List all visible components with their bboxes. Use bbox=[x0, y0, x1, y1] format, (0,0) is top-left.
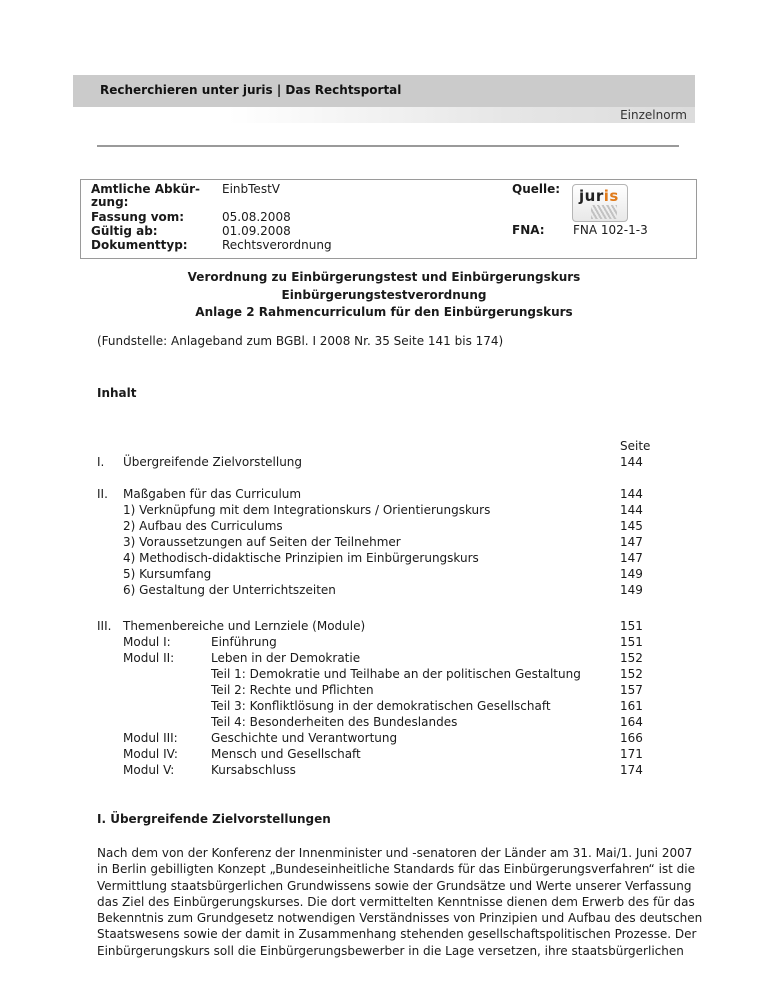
toc-entry-text: Leben in der Demokratie bbox=[211, 651, 361, 665]
toc-page-number: 149 bbox=[620, 583, 643, 597]
toc-module-label: Modul III: bbox=[123, 731, 178, 745]
body-text-line: Staatswesens sowie der damit in Zusammenhang stehenden gesellschaftspolitischen Prozesse. Der bbox=[97, 927, 697, 942]
toc-entry-text: Kursabschluss bbox=[211, 763, 296, 777]
body-text-line: Einbürgerungskurs soll die Einbürgerungsbewerber in die Lage versetzen, ihre staatsbürgerlichen bbox=[97, 943, 684, 958]
toc-page-number: 147 bbox=[620, 535, 643, 549]
toc-entry-text: 3) Voraussetzungen auf Seiten der Teilnehmer bbox=[123, 535, 401, 549]
juris-logo-icon bbox=[572, 184, 628, 222]
toc-entry-text: 5) Kursumfang bbox=[123, 567, 212, 581]
label-dokumenttyp: Dokumenttyp: bbox=[91, 238, 188, 252]
portal-title: Recherchieren unter juris | Das Rechtsportal bbox=[100, 83, 402, 97]
document-type-label: Einzelnorm bbox=[620, 108, 687, 122]
toc-page-number: 164 bbox=[620, 715, 643, 729]
toc-page-number: 152 bbox=[620, 667, 643, 681]
value-fna: FNA 102-1-3 bbox=[573, 223, 648, 237]
toc-entry-text: Teil 3: Konfliktlösung in der demokratischen Gesellschaft bbox=[211, 699, 551, 713]
toc-entry-text: Maßgaben für das Curriculum bbox=[123, 487, 302, 501]
body-text-line: Bekenntnis zum Grundgesetz notwendigen Verständnisses von Prinzipien und Aufbau des deutschen bbox=[97, 911, 703, 926]
toc-entry-text: Mensch und Gesellschaft bbox=[211, 747, 361, 761]
document-title: Verordnung zu Einbürgerungstest und Einbürgerungskurs bbox=[187, 270, 581, 284]
toc-entry-text: Übergreifende Zielvorstellung bbox=[123, 455, 303, 469]
fundstelle: (Fundstelle: Anlageband zum BGBl. I 2008 Nr. 35 Seite 141 bis 174) bbox=[97, 334, 504, 348]
label-quelle: Quelle: bbox=[512, 182, 561, 196]
label-abkuerzung: Amtliche Abkür- zung: bbox=[91, 182, 201, 209]
toc-entry-text: 4) Methodisch-didaktische Prinzipien im Einbürgerungskurs bbox=[123, 551, 479, 565]
body-text-line: Vermittlung staatsbürgerlichen Grundwissens sowie der Grundsätze und Werte unserer Verfassung bbox=[97, 878, 692, 893]
toc-entry-text: 1) Verknüpfung mit dem Integrationskurs / Orientierungskurs bbox=[123, 503, 491, 517]
toc-entry-text: Themenbereiche und Lernziele (Module) bbox=[123, 619, 366, 633]
toc-entry-text: Teil 4: Besonderheiten des Bundeslandes bbox=[211, 715, 458, 729]
toc-entry-text: 2) Aufbau des Curriculums bbox=[123, 519, 283, 533]
toc-page-number: 144 bbox=[620, 455, 643, 469]
toc-page-number: 171 bbox=[620, 747, 643, 761]
toc-page-number: 161 bbox=[620, 699, 643, 713]
toc-entry-text: Geschichte und Verantwortung bbox=[211, 731, 398, 745]
toc-roman-numeral: I. bbox=[97, 455, 105, 469]
portal-header-bar bbox=[73, 75, 695, 107]
body-text-line: in Berlin gebilligten Konzept „Bundeseinheitliche Standards für das Einbürgerungsverfahren“ ist die bbox=[97, 862, 696, 877]
toc-page-number: 149 bbox=[620, 567, 643, 581]
section-body bbox=[97, 845, 703, 959]
toc-module-label: Modul V: bbox=[123, 763, 175, 777]
logo-stripes-icon bbox=[591, 205, 617, 219]
toc-roman-numeral: II. bbox=[97, 487, 108, 501]
document-type-bar bbox=[73, 107, 695, 123]
toc-entry-text: 6) Gestaltung der Unterrichtszeiten bbox=[123, 583, 336, 597]
toc-page-number: 151 bbox=[620, 619, 643, 633]
body-text-line: Nach dem von der Konferenz der Innenminister und -senatoren der Länder am 31. Mai/1. Juni 2007 bbox=[97, 846, 693, 860]
value-gueltig: 01.09.2008 bbox=[222, 224, 291, 238]
value-dokumenttyp: Rechtsverordnung bbox=[222, 238, 332, 252]
document-annex-title: Anlage 2 Rahmencurriculum für den Einbürgerungskurs bbox=[195, 305, 573, 319]
divider bbox=[97, 145, 679, 147]
toc-entry-text: Teil 2: Rechte und Pflichten bbox=[211, 683, 374, 697]
label-fassung: Fassung vom: bbox=[91, 210, 185, 224]
label-gueltig: Gültig ab: bbox=[91, 224, 158, 238]
toc-page-number: 157 bbox=[620, 683, 643, 697]
toc-page-number: 174 bbox=[620, 763, 643, 777]
body-text-line: das Ziel des Einbürgerungskurses. Die dort vermittelten Kenntnisse dienen dem Erwerb des für das bbox=[97, 894, 695, 909]
toc-page-number: 144 bbox=[620, 503, 643, 517]
value-fassung: 05.08.2008 bbox=[222, 210, 291, 224]
section-heading: I. Übergreifende Zielvorstellungen bbox=[97, 812, 331, 826]
toc-page-number: 144 bbox=[620, 487, 643, 501]
toc-page-number: 151 bbox=[620, 635, 643, 649]
label-fna: FNA: bbox=[512, 223, 545, 237]
toc-module-label: Modul I: bbox=[123, 635, 171, 649]
toc-page-number: 145 bbox=[620, 519, 643, 533]
toc-page-number: 147 bbox=[620, 551, 643, 565]
toc-heading: Inhalt bbox=[97, 386, 137, 400]
document-short-title: Einbürgerungstestverordnung bbox=[281, 288, 487, 302]
toc-page-number: 152 bbox=[620, 651, 643, 665]
toc-entry-text: Einführung bbox=[211, 635, 277, 649]
toc-module-label: Modul II: bbox=[123, 651, 175, 665]
value-abkuerzung: EinbTestV bbox=[222, 182, 280, 196]
juris-logo-text: juris bbox=[579, 187, 619, 205]
toc-page-number: 166 bbox=[620, 731, 643, 745]
toc-roman-numeral: III. bbox=[97, 619, 112, 633]
toc-entry-text: Teil 1: Demokratie und Teilhabe an der politischen Gestaltung bbox=[211, 667, 581, 681]
toc-module-label: Modul IV: bbox=[123, 747, 178, 761]
